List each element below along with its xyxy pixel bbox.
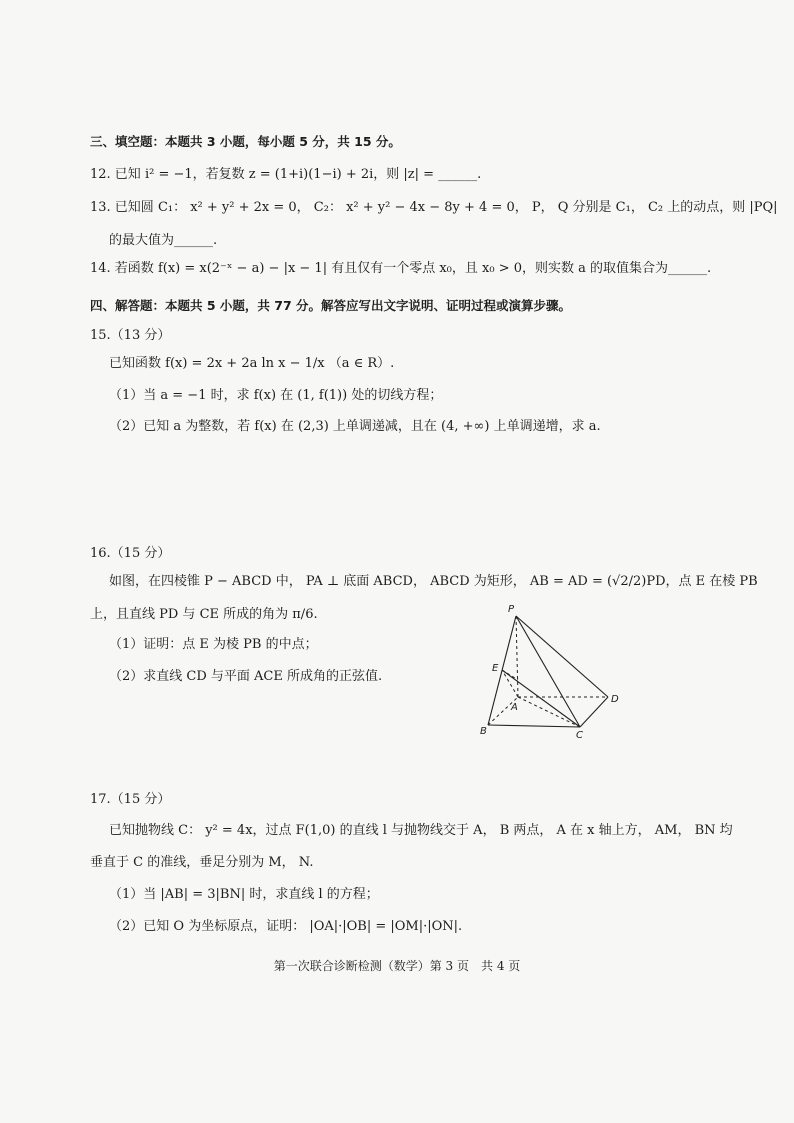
question-12: 12. 已知 i² = −1，若复数 z = (1+i)(1−i) + 2i，则 |z| = ______. — [90, 167, 482, 182]
page-footer: 第一次联合诊断检测（数学）第 3 页 共 4 页 — [273, 959, 521, 973]
question-15-header: 15.（13 分） — [90, 328, 171, 343]
label-B: B — [480, 726, 487, 737]
question-16-part2: （2）求直线 CD 与平面 ACE 所成角的正弦值. — [109, 669, 383, 684]
question-15-part1: （1）当 a = −1 时，求 f(x) 在 (1, f(1)) 处的切线方程； — [109, 388, 443, 403]
section4-heading: 四、解答题：本题共 5 小题，共 77 分。解答应写出文字说明、证明过程或演算步骤。 — [90, 298, 572, 313]
label-E: E — [492, 663, 499, 674]
question-14: 14. 若函数 f(x) = x(2⁻ˣ − a) − |x − 1| 有且仅有一个零点 x₀，且 x₀ > 0，则实数 a 的取值集合为______. — [90, 261, 712, 276]
question-13-line2: 的最大值为______. — [109, 233, 218, 248]
label-P: P — [508, 604, 515, 615]
question-16-part1: （1）证明：点 E 为棱 PB 的中点； — [109, 637, 318, 652]
question-16-stem-line1: 如图，在四棱锥 P − ABCD 中， PA ⊥ 底面 ABCD， ABCD 为矩形， AB = AD = (√2/2)PD，点 E 在棱 PB — [109, 574, 758, 589]
question-15-part2: （2）已知 a 为整数，若 f(x) 在 (2,3) 上单调递减，且在 (4, +∞) 上单调递增，求 a. — [109, 419, 601, 434]
question-17-header: 17.（15 分） — [90, 792, 171, 807]
section3-heading: 三、填空题：本题共 3 小题，每小题 5 分，共 15 分。 — [90, 134, 401, 149]
question-17-part2: （2）已知 O 为坐标原点，证明： |OA|·|OB| = |OM|·|ON|. — [109, 919, 463, 934]
question-16-header: 16.（15 分） — [90, 546, 171, 561]
label-D: D — [611, 694, 619, 705]
question-17-stem-line2: 垂直于 C 的准线，垂足分别为 M， N. — [90, 855, 314, 870]
pyramid-figure — [470, 600, 630, 740]
question-15-stem: 已知函数 f(x) = 2x + 2a ln x − 1/x （a ∈ R）. — [109, 356, 395, 371]
label-C: C — [576, 730, 583, 740]
label-A: A — [511, 702, 518, 713]
question-13-line1: 13. 已知圆 C₁： x² + y² + 2x = 0， C₂： x² + y² − 4x − 8y + 4 = 0， P， Q 分别是 C₁， C₂ 上的动点，则 |PQ| — [90, 200, 778, 215]
question-17-stem-line1: 已知抛物线 C： y² = 4x，过点 F(1,0) 的直线 l 与抛物线交于 A， B 两点， A 在 x 轴上方， AM， BN 均 — [109, 823, 733, 838]
question-16-stem-line2: 上，且直线 PD 与 CE 所成的角为 π/6. — [90, 607, 318, 622]
question-17-part1: （1）当 |AB| = 3|BN| 时，求直线 l 的方程； — [109, 887, 379, 902]
